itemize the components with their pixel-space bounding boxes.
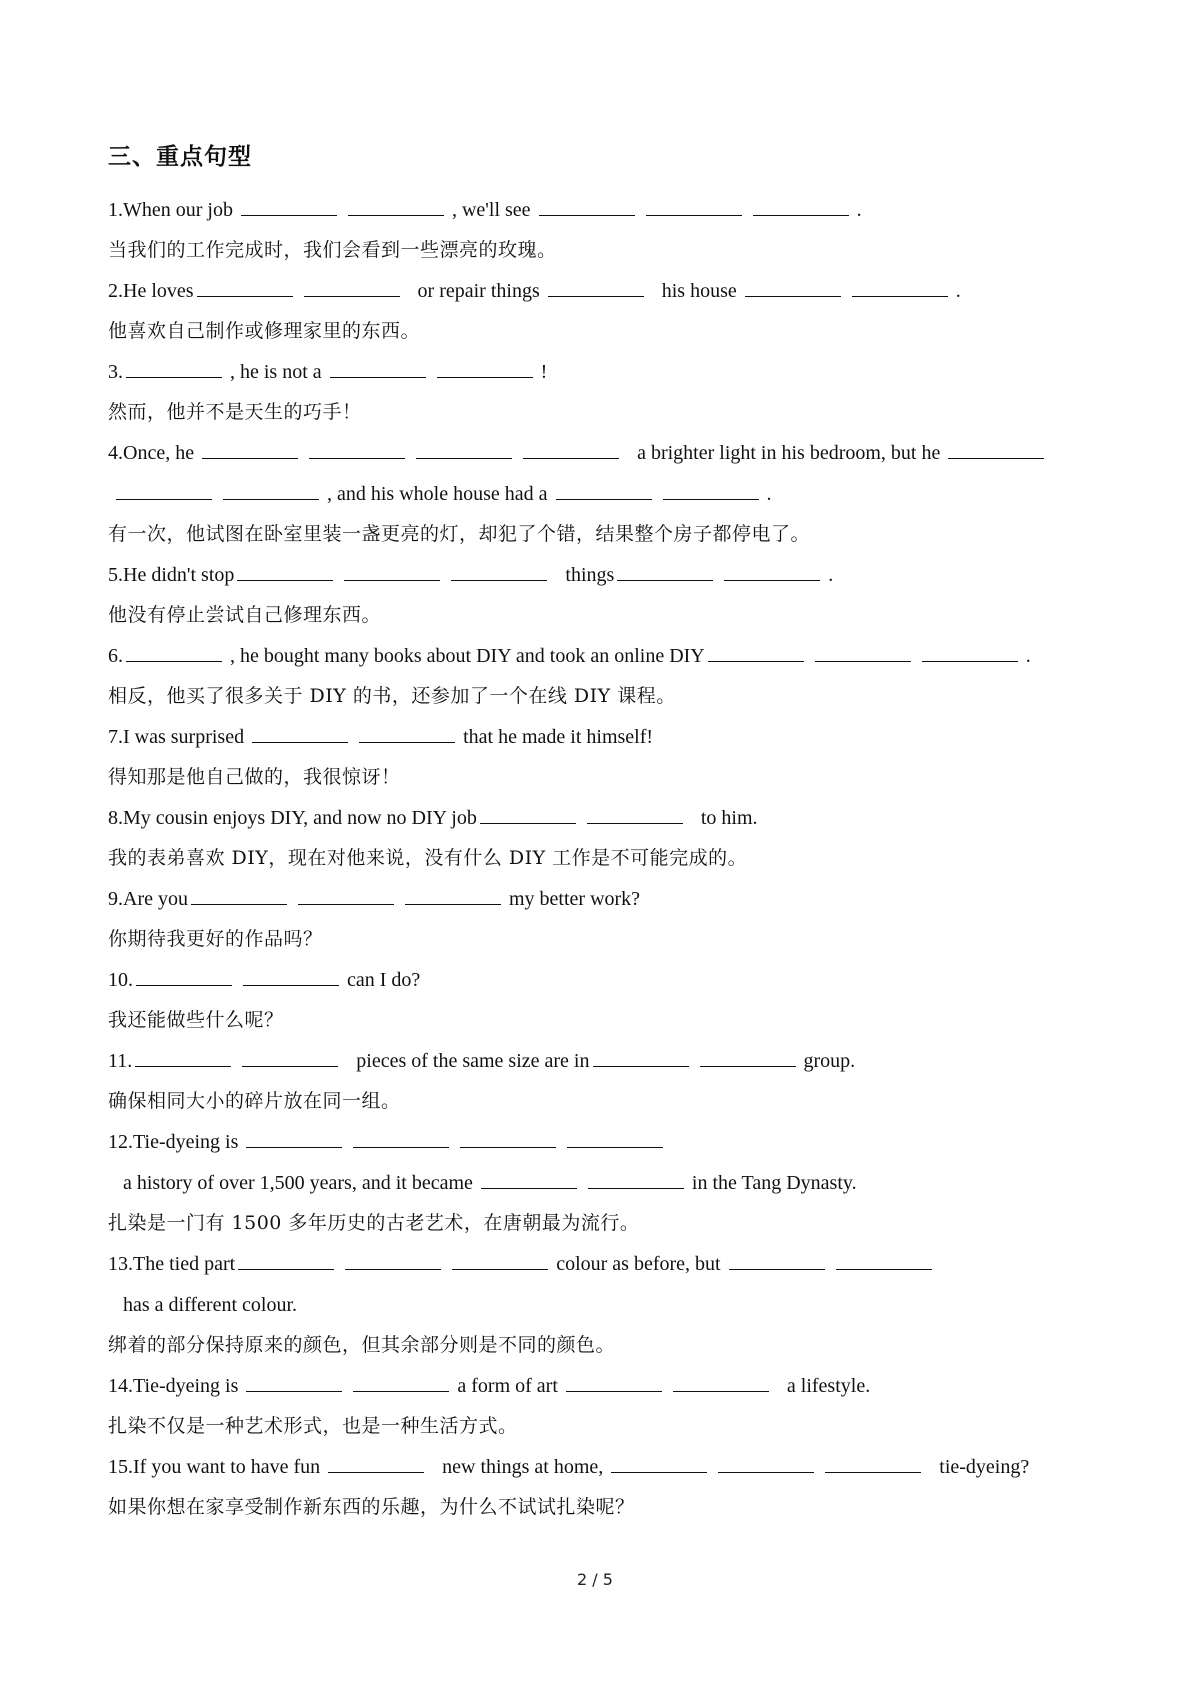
sentence-text — [444, 1253, 449, 1275]
answer-blank[interactable] — [197, 278, 293, 297]
sentence-english — [108, 1366, 1098, 1407]
answer-blank[interactable] — [646, 197, 742, 216]
sentence-text: . — [851, 199, 862, 221]
sentence-english — [108, 960, 1098, 1001]
sentence-text: 3. — [108, 361, 123, 383]
sentence-text: . — [823, 564, 834, 586]
sentence-text — [580, 1172, 585, 1194]
answer-blank[interactable] — [539, 197, 635, 216]
sentence-translation: 他没有停止尝试自己修理东西。 — [108, 604, 382, 626]
answer-blank[interactable] — [611, 1454, 707, 1473]
sentence-text: 9.Are you — [108, 888, 188, 910]
sentence-text: pieces of the same size are in — [341, 1050, 590, 1072]
sentence-text — [443, 564, 448, 586]
sentence-text — [351, 726, 356, 748]
answer-blank[interactable] — [566, 1373, 662, 1392]
answer-blank[interactable] — [852, 278, 948, 297]
answer-blank[interactable] — [700, 1048, 796, 1067]
answer-blank[interactable] — [353, 1373, 449, 1392]
answer-blank[interactable] — [238, 1251, 334, 1270]
sentence-text — [337, 1253, 342, 1275]
section-title: 三、重点句型 — [108, 144, 252, 170]
sentence-text — [828, 1253, 833, 1275]
answer-blank[interactable] — [344, 562, 440, 581]
sentence-text: 6. — [108, 645, 123, 667]
sentence-text — [397, 888, 402, 910]
answer-blank[interactable] — [587, 805, 683, 824]
sentence-text: new things at home, — [427, 1456, 609, 1478]
sentence-text: can I do? — [342, 969, 421, 991]
answer-blank[interactable] — [948, 440, 1044, 459]
sentence-text — [296, 280, 301, 302]
answer-blank[interactable] — [460, 1129, 556, 1148]
answer-blank[interactable] — [753, 197, 849, 216]
sentence-text — [515, 442, 520, 464]
answer-blank[interactable] — [836, 1251, 932, 1270]
sentence-list — [108, 190, 1098, 1528]
sentence-text: 7.I was surprised — [108, 726, 250, 748]
sentence-text — [429, 361, 434, 383]
sentence-text: a form of art — [452, 1375, 563, 1397]
answer-blank[interactable] — [243, 967, 339, 986]
sentence-text: 11. — [108, 1050, 133, 1072]
sentence-translation: 绑着的部分保持原来的颜色，但其余部分则是不同的颜色。 — [108, 1334, 616, 1356]
sentence-translation: 相反，他买了很多关于 DIY 的书，还参加了一个在线 DIY 课程。 — [108, 685, 676, 707]
sentence-text — [215, 483, 220, 505]
answer-blank[interactable] — [116, 481, 212, 500]
sentence-text: in the Tang Dynasty. — [686, 1172, 857, 1194]
sentence-text: , and his whole house had a — [322, 483, 553, 505]
answer-blank[interactable] — [922, 643, 1018, 662]
answer-blank[interactable] — [825, 1454, 921, 1473]
sentence-text — [807, 645, 812, 667]
answer-blank[interactable] — [345, 1251, 441, 1270]
answer-blank[interactable] — [304, 278, 400, 297]
sentence-translation: 他喜欢自己制作或修理家里的东西。 — [108, 320, 421, 342]
sentence-text: 15.If you want to have fun — [108, 1456, 326, 1478]
sentence-text: to him. — [685, 807, 758, 829]
answer-blank[interactable] — [246, 1373, 342, 1392]
sentence-text — [559, 1131, 564, 1153]
sentence-text: my better work? — [503, 888, 641, 910]
sentence-text: , he bought many books about DIY and took an online DIY — [225, 645, 705, 667]
page-number: 2 / 5 — [577, 1570, 613, 1589]
sentence-text: his house — [646, 280, 742, 302]
answer-blank[interactable] — [548, 278, 644, 297]
answer-blank[interactable] — [242, 1048, 338, 1067]
sentence-text: that he made it himself! — [458, 726, 654, 748]
sentence-english — [108, 555, 1098, 596]
sentence-english — [108, 1122, 1098, 1204]
sentence-text: things — [550, 564, 615, 586]
sentence-text: 12.Tie-dyeing is — [108, 1131, 244, 1153]
answer-blank[interactable] — [405, 886, 501, 905]
sentence-text: . — [950, 280, 961, 302]
answer-blank[interactable] — [708, 643, 804, 662]
sentence-english — [108, 636, 1098, 677]
sentence-text — [579, 807, 584, 829]
sentence-text — [844, 280, 849, 302]
answer-blank[interactable] — [451, 562, 547, 581]
sentence-text — [914, 645, 919, 667]
sentence-text: 14.Tie-dyeing is — [108, 1375, 244, 1397]
answer-blank[interactable] — [617, 562, 713, 581]
sentence-translation: 确保相同大小的碎片放在同一组。 — [108, 1090, 401, 1112]
sentence-text — [340, 199, 345, 221]
sentence-text — [692, 1050, 697, 1072]
answer-blank[interactable] — [437, 359, 533, 378]
sentence-text — [408, 442, 413, 464]
sentence-english — [108, 190, 1098, 231]
answer-blank[interactable] — [202, 440, 298, 459]
sentence-text — [716, 564, 721, 586]
sentence-english — [108, 1447, 1098, 1488]
sentence-text: 10. — [108, 969, 133, 991]
answer-blank[interactable] — [416, 440, 512, 459]
answer-blank[interactable] — [729, 1251, 825, 1270]
sentence-text: colour as before, but — [551, 1253, 726, 1275]
answer-blank[interactable] — [815, 643, 911, 662]
answer-blank[interactable] — [480, 805, 576, 824]
sentence-translation: 得知那是他自己做的，我很惊讶！ — [108, 766, 401, 788]
answer-blank[interactable] — [523, 440, 619, 459]
sentence-english — [108, 1244, 1098, 1326]
sentence-translation: 然而，他并不是天生的巧手！ — [108, 401, 362, 423]
answer-blank[interactable] — [252, 724, 348, 743]
sentence-text: 2.He loves — [108, 280, 194, 302]
answer-blank[interactable] — [241, 197, 337, 216]
sentence-english — [108, 798, 1098, 839]
answer-blank[interactable] — [567, 1129, 663, 1148]
sentence-text: tie-dyeing? — [924, 1456, 1030, 1478]
sentence-text: ! — [535, 361, 548, 383]
answer-blank[interactable] — [353, 1129, 449, 1148]
sentence-text — [234, 1050, 239, 1072]
sentence-text — [345, 1131, 350, 1153]
sentence-text — [235, 969, 240, 991]
answer-blank[interactable] — [724, 562, 820, 581]
sentence-text: has a different colour. — [108, 1294, 298, 1316]
sentence-english — [108, 433, 1098, 515]
sentence-translation: 扎染是一门有 1500 多年历史的古老艺术，在唐朝最为流行。 — [108, 1212, 640, 1234]
answer-blank[interactable] — [246, 1129, 342, 1148]
answer-blank[interactable] — [298, 886, 394, 905]
sentence-text — [817, 1456, 822, 1478]
sentence-translation: 扎染不仅是一种艺术形式，也是一种生活方式。 — [108, 1415, 518, 1437]
sentence-translation: 我还能做些什么呢？ — [108, 1009, 284, 1031]
answer-blank[interactable] — [223, 481, 319, 500]
sentence-text: group. — [798, 1050, 856, 1072]
answer-blank[interactable] — [481, 1170, 577, 1189]
answer-blank[interactable] — [745, 278, 841, 297]
sentence-text: 13.The tied part — [108, 1253, 236, 1275]
sentence-text: . — [761, 483, 772, 505]
sentence-english — [108, 271, 1098, 312]
sentence-text: 4.Once, he — [108, 442, 200, 464]
sentence-text: 8.My cousin enjoys DIY, and now no DIY job — [108, 807, 477, 829]
sentence-translation: 你期待我更好的作品吗？ — [108, 928, 323, 950]
sentence-text — [710, 1456, 715, 1478]
sentence-english — [108, 879, 1098, 920]
sentence-text: , we'll see — [446, 199, 536, 221]
sentence-text — [108, 483, 113, 505]
sentence-translation: 有一次，他试图在卧室里装一盏更亮的灯，却犯了个错，结果整个房子都停电了。 — [108, 523, 811, 545]
answer-blank[interactable] — [237, 562, 333, 581]
answer-blank[interactable] — [359, 724, 455, 743]
sentence-text: a lifestyle. — [771, 1375, 871, 1397]
sentence-text: or repair things — [402, 280, 545, 302]
answer-blank[interactable] — [452, 1251, 548, 1270]
answer-blank[interactable] — [556, 481, 652, 500]
sentence-text — [655, 483, 660, 505]
sentence-english — [108, 352, 1098, 393]
sentence-text — [452, 1131, 457, 1153]
answer-blank[interactable] — [673, 1373, 769, 1392]
sentence-text — [301, 442, 306, 464]
answer-blank[interactable] — [593, 1048, 689, 1067]
sentence-text — [638, 199, 643, 221]
sentence-text: . — [1020, 645, 1031, 667]
answer-blank[interactable] — [126, 643, 222, 662]
answer-blank[interactable] — [135, 1048, 231, 1067]
sentence-text — [336, 564, 341, 586]
answer-blank[interactable] — [330, 359, 426, 378]
sentence-text — [290, 888, 295, 910]
answer-blank[interactable] — [328, 1454, 424, 1473]
sentence-text: 5.He didn't stop — [108, 564, 235, 586]
sentence-text: 1.When our job — [108, 199, 238, 221]
answer-blank[interactable] — [588, 1170, 684, 1189]
sentence-text: a brighter light in his bedroom, but he — [622, 442, 946, 464]
answer-blank[interactable] — [126, 359, 222, 378]
sentence-text — [345, 1375, 350, 1397]
sentence-english — [108, 1041, 1098, 1082]
sentence-text: , he is not a — [225, 361, 327, 383]
sentence-text — [745, 199, 750, 221]
answer-blank[interactable] — [663, 481, 759, 500]
answer-blank[interactable] — [136, 967, 232, 986]
answer-blank[interactable] — [309, 440, 405, 459]
answer-blank[interactable] — [191, 886, 287, 905]
sentence-text: a history of over 1,500 years, and it became — [108, 1172, 478, 1194]
sentence-translation: 当我们的工作完成时，我们会看到一些漂亮的玫瑰。 — [108, 239, 557, 261]
answer-blank[interactable] — [348, 197, 444, 216]
sentence-english — [108, 717, 1098, 758]
answer-blank[interactable] — [718, 1454, 814, 1473]
sentence-translation: 我的表弟喜欢 DIY，现在对他来说，没有什么 DIY 工作是不可能完成的。 — [108, 847, 748, 869]
sentence-translation: 如果你想在家享受制作新东西的乐趣，为什么不试试扎染呢？ — [108, 1496, 635, 1518]
sentence-text — [665, 1375, 670, 1397]
